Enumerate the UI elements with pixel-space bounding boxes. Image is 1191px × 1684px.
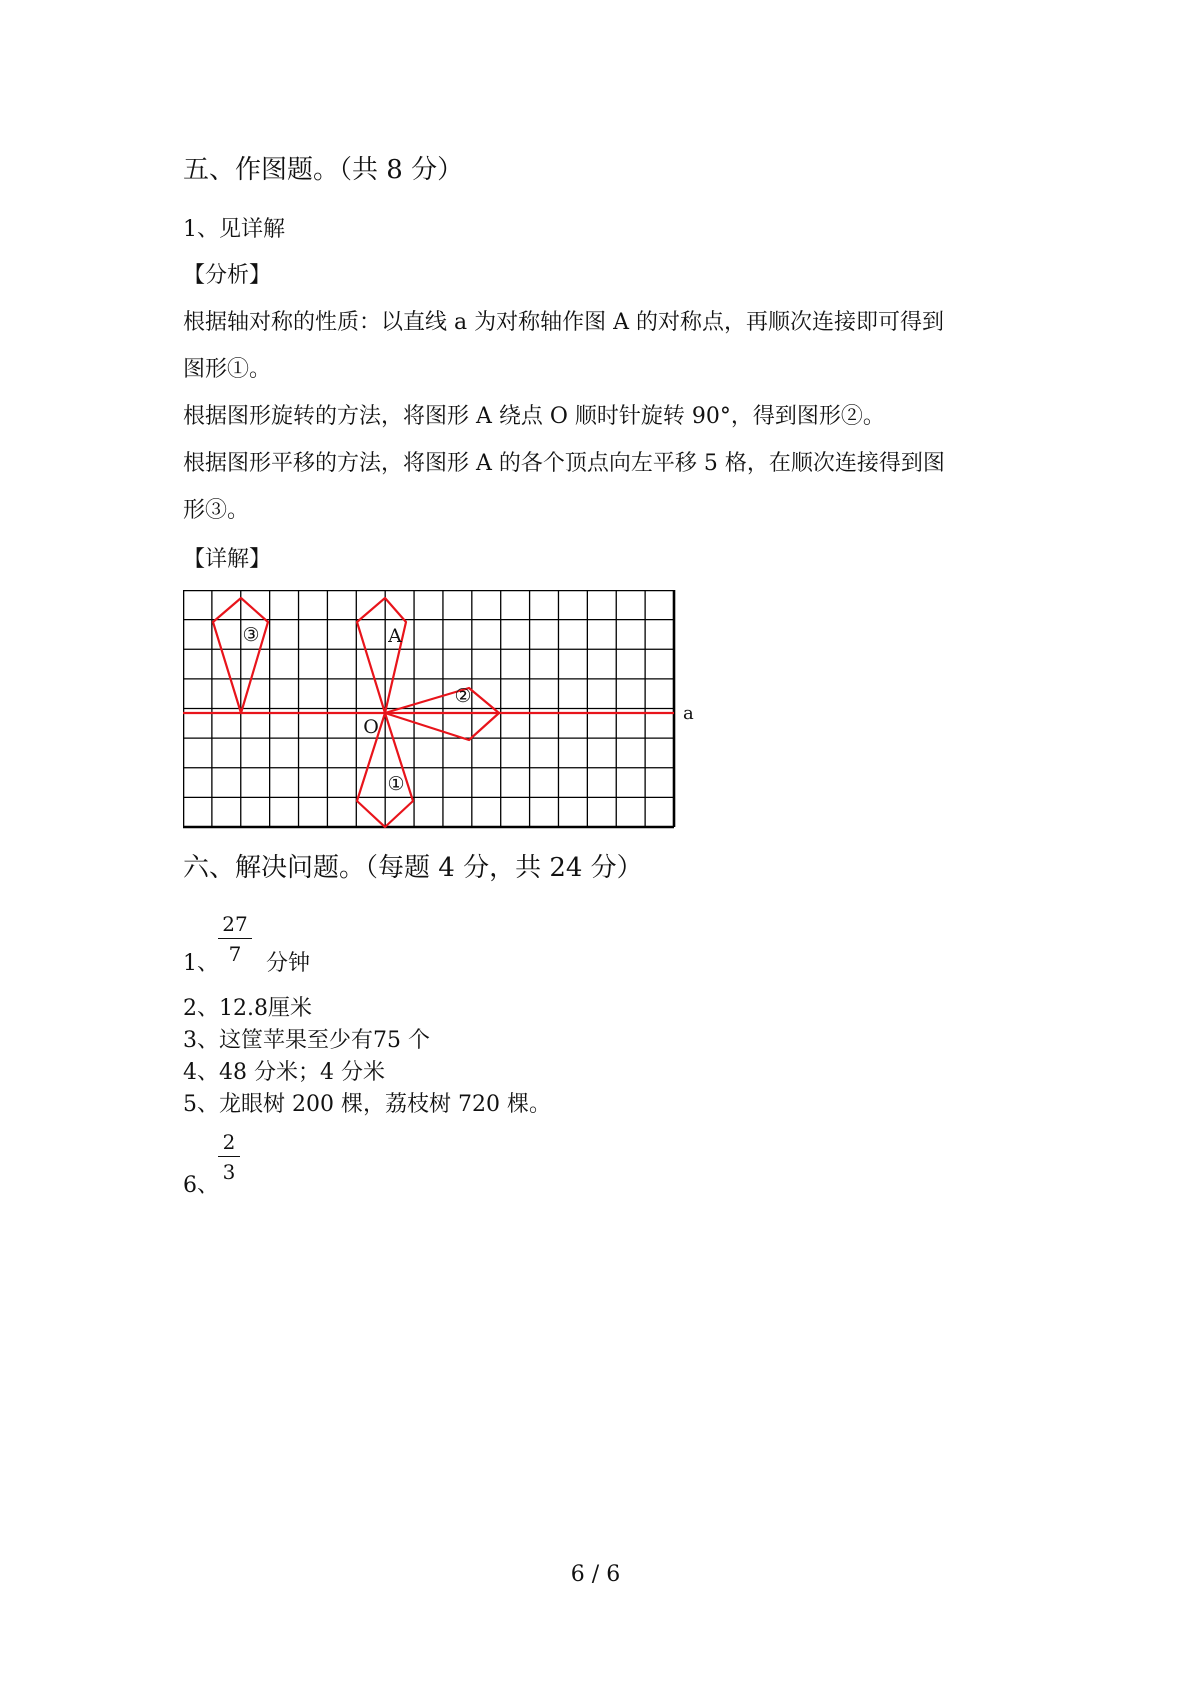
label-axis-a [683, 703, 694, 724]
answer-3: 3、这筐苹果至少有75 个 [183, 1028, 430, 1053]
section6-title: 六、解决问题。（每题 4 分，共 24 分） [183, 853, 643, 883]
svg-text:①: ① [387, 773, 405, 795]
answer-2: 2、12.8厘米 [183, 996, 312, 1021]
page-number: 6 / 6 [570, 1562, 621, 1587]
geometry-grid-figure [183, 590, 703, 830]
shape-A [357, 598, 406, 713]
label-O [363, 716, 379, 738]
answer-6-numerator: 2 [222, 1130, 236, 1154]
answer-6-denominator: 3 [222, 1160, 236, 1184]
answer-1-denominator: 7 [228, 942, 242, 966]
analysis-line-4: 根据图形平移的方法，将图形 A 的各个顶点向左平移 5 格，在顺次连接得到图 [183, 451, 945, 476]
answer-1-unit: 分钟 [266, 951, 311, 976]
svg-text:②: ② [454, 685, 472, 707]
answer-5: 5、龙眼树 200 棵，荔枝树 720 棵。 [183, 1092, 551, 1117]
analysis-line-5: 形③。 [183, 498, 250, 523]
analysis-line-1: 根据轴对称的性质：以直线 a 为对称轴作图 A 的对称点，再顺次连接即可得到 [183, 310, 944, 335]
answer-6-prefix: 6、 [183, 1173, 219, 1198]
analysis-line-3: 根据图形旋转的方法，将图形 A 绕点 O 顺时针旋转 90°，得到图形②。 [183, 404, 885, 429]
answer-4: 4、48 分米；4 分米 [183, 1060, 385, 1085]
label-A [387, 625, 402, 647]
q1-label: 1、见详解 [183, 217, 285, 242]
section5-title: 五、作图题。（共 8 分） [183, 155, 464, 185]
svg-text:O: O [363, 716, 379, 738]
svg-text:A: A [388, 625, 402, 647]
answer-1-prefix: 1、 [183, 951, 219, 976]
answer-6-fraction [218, 1130, 240, 1184]
answer-1-fraction [218, 912, 252, 966]
analysis-header: 【分析】 [183, 263, 272, 288]
fraction-bar [218, 1156, 240, 1157]
svg-text:③: ③ [242, 624, 260, 646]
label-shape1 [387, 773, 404, 795]
label-shape3 [242, 624, 259, 646]
answer-1-numerator: 27 [222, 912, 248, 936]
svg-text:a: a [683, 703, 694, 724]
label-shape2 [454, 685, 471, 707]
fraction-bar [218, 938, 252, 939]
analysis-line-2: 图形①。 [183, 357, 272, 382]
detail-header: 【详解】 [183, 547, 272, 572]
